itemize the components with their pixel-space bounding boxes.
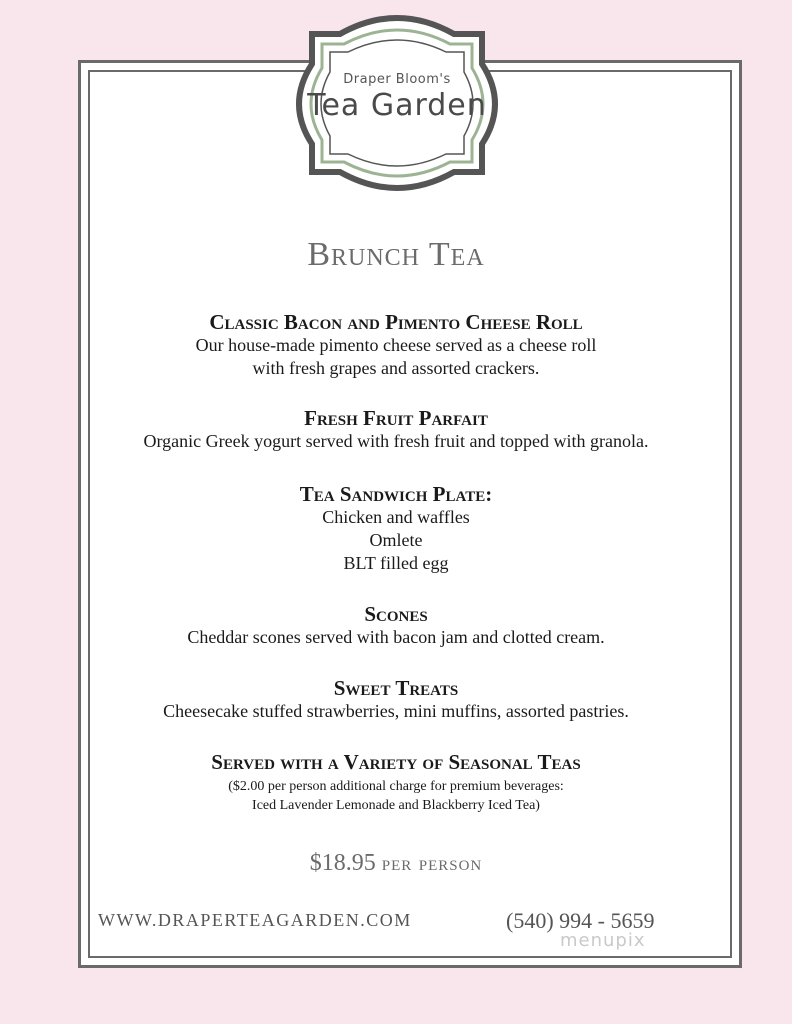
price-amount: $18.95 [309,850,376,876]
menu-section-parfait [0,406,792,453]
section-title: Served with a Variety of Seasonal Teas [211,750,581,774]
logo [282,6,512,202]
watermark: menupix [560,930,646,951]
section-line: Our house-made pimento cheese served as a cheese roll [195,335,597,355]
section-title: Scones [364,602,428,626]
logo-name: Tea Garden [307,88,487,123]
logo-subtitle: Draper Bloom's [343,72,451,87]
section-line: Iced Lavender Lemonade and Blackberry Iced Tea) [252,798,540,813]
website-link[interactable]: WWW.DRAPERTEAGARDEN.COM [98,910,412,930]
menu-section-sweets [0,676,792,723]
price-unit: per person [381,850,483,875]
menu-section-teas [0,750,792,815]
section-line: Cheesecake stuffed strawberries, mini muffins, assorted pastries. [163,701,629,721]
section-line: Organic Greek yogurt served with fresh fruit and topped with granola. [143,431,649,451]
section-line: Chicken and waffles [322,507,470,527]
section-line: ($2.00 per person additional charge for premium beverages: [228,779,564,794]
section-line: with fresh grapes and assorted crackers. [252,358,540,378]
menu-section-scones [0,602,792,649]
menu-section-sandwich [0,482,792,575]
menu-title: Brunch Tea [307,236,485,273]
section-title: Fresh Fruit Parfait [304,406,488,430]
section-title: Classic Bacon and Pimento Cheese Roll [209,310,583,334]
section-title: Sweet Treats [333,676,459,700]
menu-section-pimento [0,310,792,380]
section-line: Omlete [369,530,423,550]
section-line: Cheddar scones served with bacon jam and clotted cream. [187,627,605,647]
section-title: Tea Sandwich Plate: [299,482,493,506]
phone-number[interactable]: (540) 994 - 5659 [506,908,655,933]
section-line: BLT filled egg [343,553,449,573]
price [0,850,792,877]
